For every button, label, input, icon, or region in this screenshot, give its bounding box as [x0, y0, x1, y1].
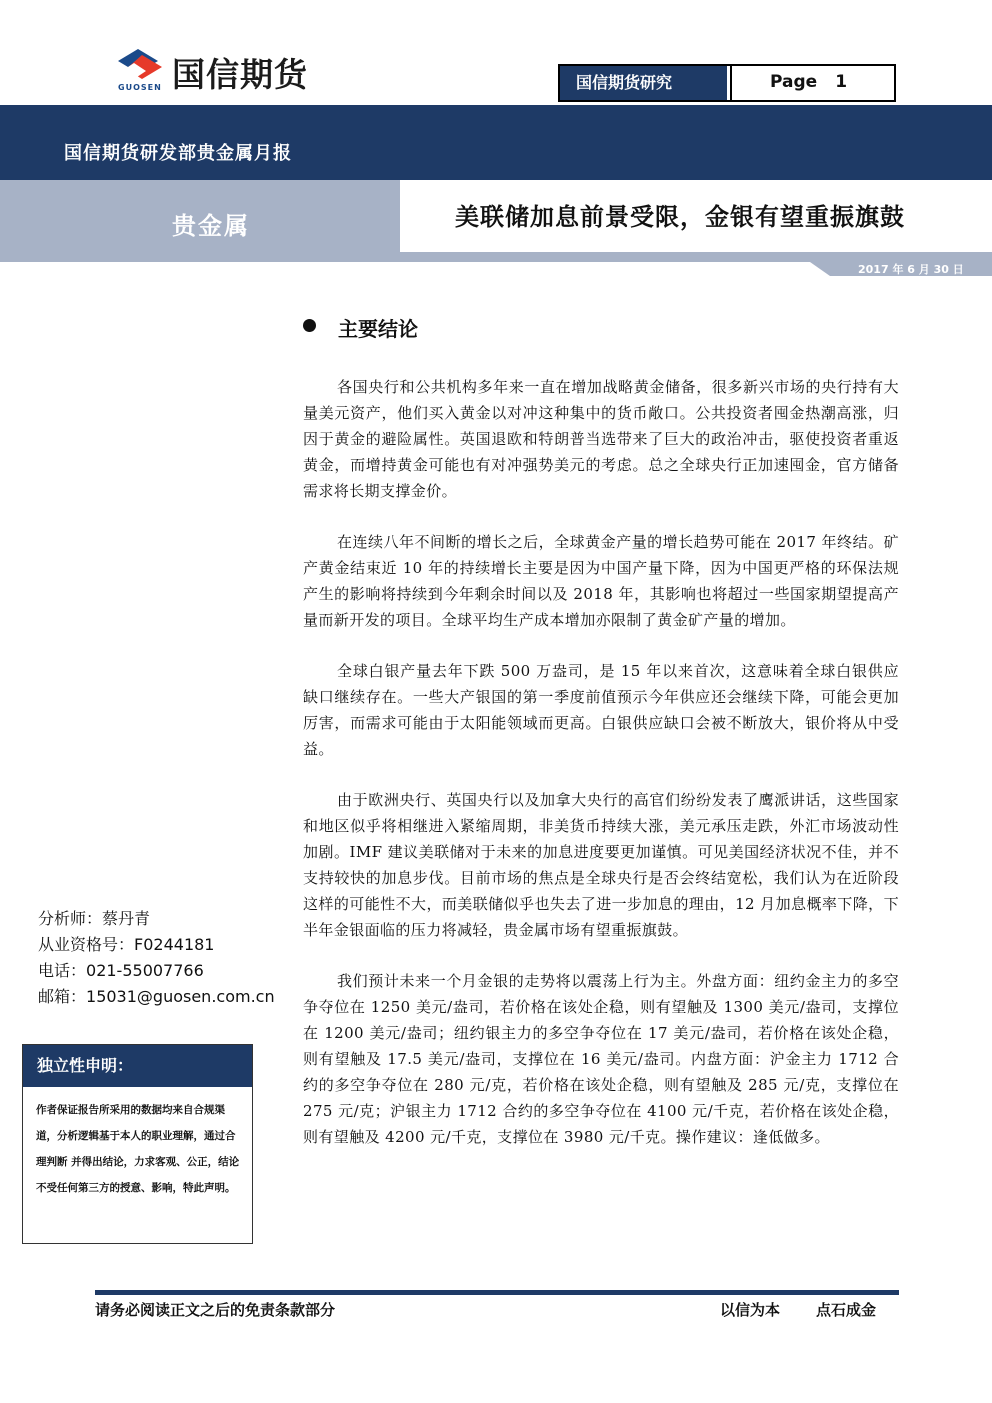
paragraph: 我们预计未来一个月金银的走势将以震荡上行为主。外盘方面：纽约金主力的多空争夺位在 1250 美元/盎司，若价格在该处企稳，则有望触及 1300 美元/盎司，支撑位在 1200 美元/盎司；纽约银主力的多空争夺位在 17 美元/盎司，若价格在该处企稳，则有望触及 17.5 美元/盎司，支撑位在 16 美元/盎司。内盘方面：沪金主力 1712 合约的多空争夺位在 280 元/克，若价格在该处企稳，则有望触及 285 元/克，支撑位在 275 元/克；沪银主力 1712 合约的多空争夺位在 4100 元/千克，若价格在该处企稳，则有望触及 4200 元/千克，支撑位在 3980 元/千克。操作建议：逢低做多。 — [303, 972, 899, 1146]
page-indicator — [730, 66, 894, 100]
footer-motto — [720, 1299, 876, 1320]
analyst-name: 分析师：蔡丹青 — [38, 909, 151, 928]
license-number: F0244181 — [134, 935, 215, 954]
date-tab — [0, 262, 992, 276]
section-title: 主要结论 — [338, 317, 418, 341]
analyst-phone — [38, 958, 275, 984]
email-address[interactable]: 15031@guosen.com.cn — [86, 987, 275, 1006]
analyst-email — [38, 984, 275, 1010]
bullet-icon — [303, 319, 316, 332]
statement-text: 作者保证报告所采用的数据均来自合规渠道，分析逻辑基于本人的职业理解，通过合理判断 并得出结论，力求客观、公正，结论不受任何第三方的授意、影响，特此声明。 — [36, 1104, 240, 1194]
analyst-license — [38, 932, 275, 958]
page-header-box — [558, 64, 896, 102]
footer-divider — [95, 1290, 899, 1295]
paragraph: 在连续八年不间断的增长之后，全球黄金产量的增长趋势可能在 2017 年终结。矿产黄金结束近 10 年的持续增长主要是因为中国产量下降，因为中国更严格的环保法规产生的影响将持续到今年剩余时间以及 2018 年，其影响也将超过一些国家期望提高产量而新开发的项目。全球平均生产成本增加亦限制了黄金矿产量的增加。 — [303, 533, 899, 629]
independence-statement — [22, 1044, 253, 1244]
footer-notice: 请务必阅读正文之后的免责条款部分 — [95, 1301, 336, 1319]
main-conclusions — [303, 374, 899, 1175]
report-date: 2017 年 6 月 30 日 — [858, 263, 964, 276]
report-type: 国信期货研发部贵金属月报 — [64, 143, 292, 164]
research-label: 国信期货研究 — [560, 66, 727, 100]
analyst-info — [38, 906, 275, 1010]
motto-second: 点石成金 — [816, 1301, 877, 1319]
logo-subtitle: GUOSEN — [118, 83, 162, 92]
paragraph: 各国央行和公共机构多年来一直在增加战略黄金储备，很多新兴市场的央行持有大量美元资产，他们买入黄金以对冲这种集中的货币敞口。公共投资者囤金热潮高涨，归因于黄金的避险属性。英国退欧和特朗普当选带来了巨大的政治冲击，驱使投资者重返黄金，而增持黄金可能也有对冲强势美元的考虑。总之全球央行正加速囤金，官方储备需求将长期支撑金价。 — [303, 378, 899, 500]
email-label: 邮箱： — [38, 987, 87, 1006]
page-label: Page — [770, 72, 818, 92]
logo-wordmark: 国信期货 — [172, 55, 308, 94]
paragraph: 由于欧洲央行、英国央行以及加拿大央行的高官们纷纷发表了鹰派讲话，这些国家和地区似乎将相继进入紧缩周期，非美货币持续大涨，美元承压走跌，外汇市场波动性加剧。IMF 建议美联储对于未来的加息进度要更加谨慎。可见美国经济状况不佳，并不支持较快的加息步伐。目前市场的焦点是全球央行是否会终结宽松，我们认为在近阶段这样的可能性不大，而美联储似乎也失去了进一步加息的理由，12 月加息概率下降，下半年金银面临的压力将减轻，贵金属市场有望重振旗鼓。 — [303, 791, 899, 939]
license-label: 从业资格号： — [38, 935, 135, 954]
report-headline: 美联储加息前景受限，金银有望重振旗鼓 — [455, 202, 905, 231]
phone-number: 021-55007766 — [86, 961, 204, 980]
statement-title: 独立性申明： — [23, 1045, 252, 1087]
phone-label: 电话： — [38, 961, 87, 980]
motto-first: 以信为本 — [720, 1301, 781, 1319]
company-logo — [116, 47, 346, 97]
page-number: 1 — [835, 72, 848, 92]
category-label: 贵金属 — [172, 211, 250, 240]
paragraph: 全球白银产量去年下跌 500 万盎司，是 15 年以来首次，这意味着全球白银供应缺口继续存在。一些大产银国的第一季度前值预示今年供应还会继续下降，可能会更加厉害，而需求可能由于太阳能领域而更高。白银供应缺口会被不断放大，银价将从中受益。 — [303, 662, 899, 758]
